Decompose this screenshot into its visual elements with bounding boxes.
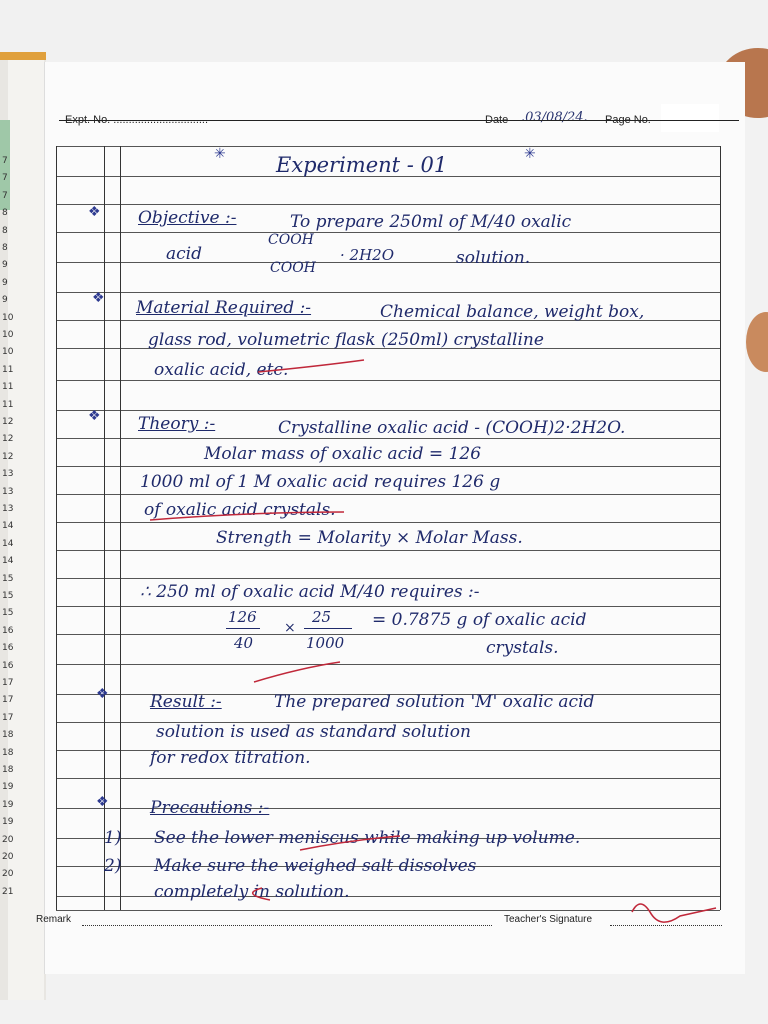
margin-number: 9	[2, 295, 8, 306]
margin-number: 18	[2, 765, 14, 775]
result-heading: Result :-	[150, 692, 222, 712]
margin-number: 8	[2, 243, 8, 253]
margin-number: 21	[2, 886, 14, 897]
theory-strength-formula: Strength = Molarity × Molar Mass.	[216, 528, 523, 548]
date-label: Date	[485, 114, 509, 126]
teacher-signature-mark	[632, 904, 716, 922]
diamond-bullet-icon: ❖	[92, 290, 105, 306]
margin-number: 16	[2, 643, 14, 654]
page-title: Experiment - 01	[276, 153, 448, 177]
multiply-sign: ×	[284, 620, 296, 636]
margin-number: 12	[2, 417, 14, 427]
precaution-2-number: 2)	[104, 856, 122, 876]
margin-number: 14	[2, 556, 14, 567]
margin-number: 20	[2, 852, 14, 862]
margin-number: 7	[2, 173, 8, 184]
margin-number: 13	[2, 469, 14, 480]
theory-line1: Crystalline oxalic acid - (COOH)2·2H2O.	[278, 418, 626, 438]
expt-no-label: Expt. No. ...............................	[65, 114, 209, 126]
diamond-bullet-icon: ❖	[88, 408, 101, 424]
red-check-mark	[300, 836, 400, 850]
margin-number: 11	[2, 382, 14, 393]
margin-number: 19	[2, 782, 14, 793]
diamond-bullet-icon: ❖	[96, 686, 109, 702]
star-icon: ✳	[214, 146, 226, 162]
margin-number: 18	[2, 747, 14, 758]
margin-number: 16	[2, 625, 14, 636]
fraction2-denominator: 1000	[306, 634, 345, 652]
precautions-heading: Precautions :-	[150, 798, 270, 818]
margin-number: 20	[2, 869, 14, 880]
red-check-mark	[254, 662, 340, 682]
margin-number: 19	[2, 799, 14, 810]
precaution-1-number: 1)	[104, 828, 122, 848]
margin-number: 8	[2, 225, 8, 236]
margin-number: 10	[2, 330, 14, 340]
objective-cooh-top: COOH	[268, 232, 314, 248]
theory-line6: ∴ 250 ml of oxalic acid M/40 requires :-	[140, 582, 480, 602]
result-line1: The prepared solution 'M' oxalic acid	[274, 692, 595, 712]
result-line2: solution is used as standard solution	[156, 722, 471, 742]
fraction2-numerator: 25	[312, 608, 332, 626]
teacher-signature-label: Teacher's Signature	[504, 914, 593, 925]
margin-number: 11	[2, 399, 14, 410]
theory-line4: of oxalic acid crystals.	[144, 500, 336, 520]
margin-number: 15	[2, 608, 14, 619]
remark-line	[82, 925, 492, 926]
star-icon: ✳	[524, 146, 536, 162]
red-check-mark	[258, 360, 364, 372]
objective-line1: To prepare 250ml of M/40 oxalic	[290, 212, 572, 232]
fraction1-numerator: 126	[228, 608, 257, 626]
margin-number: 19	[2, 817, 14, 828]
precaution-1-text: See the lower meniscus while making up volume.	[154, 828, 581, 848]
objective-solution: solution.	[456, 248, 531, 268]
result-line3: for redox titration.	[150, 748, 311, 768]
margin-number: 7	[2, 190, 8, 201]
precaution-2-text: Make sure the weighed salt dissolves	[154, 856, 477, 876]
margin-number: 13	[2, 504, 14, 514]
objective-heading: Objective :-	[138, 208, 237, 228]
red-check-mark	[253, 888, 270, 900]
margin-number: 10	[2, 347, 14, 358]
margin-number: 7	[2, 156, 8, 166]
margin-number: 20	[2, 834, 14, 845]
margin-number: 12	[2, 451, 14, 462]
theory-heading: Theory :-	[138, 414, 216, 434]
margin-number: 16	[2, 660, 14, 671]
diamond-bullet-icon: ❖	[96, 794, 109, 810]
theory-line3: 1000 ml of 1 M oxalic acid requires 126 g	[140, 472, 501, 492]
diamond-bullet-icon: ❖	[88, 204, 101, 220]
objective-water: · 2H2O	[340, 246, 395, 264]
remark-label: Remark	[36, 914, 72, 925]
margin-number: 17	[2, 695, 14, 706]
material-line1: Chemical balance, weight box,	[380, 302, 645, 322]
precaution-2-continued: completely in solution.	[154, 882, 350, 902]
margin-number: 18	[2, 730, 14, 741]
objective-acid: acid	[166, 244, 202, 264]
red-check-mark	[150, 512, 344, 520]
margin-number: 15	[2, 591, 14, 601]
margin-number: 10	[2, 312, 14, 323]
margin-number: 15	[2, 573, 14, 584]
theory-result-mass: = 0.7875 g of oxalic acid	[372, 610, 587, 630]
margin-number: 17	[2, 678, 14, 688]
theory-line2: Molar mass of oxalic acid = 126	[204, 444, 482, 464]
margin-number: 11	[2, 364, 14, 375]
margin-number: 9	[2, 260, 8, 271]
margin-number: 13	[2, 486, 14, 497]
margin-number: 17	[2, 712, 14, 723]
material-line2: glass rod, volumetric flask (250ml) crystalline	[148, 330, 544, 350]
material-heading: Material Required :-	[136, 298, 312, 318]
margin-number: 8	[2, 208, 8, 219]
margin-number: 14	[2, 521, 14, 532]
page-no-label: Page No.	[605, 114, 651, 126]
signature-line	[610, 925, 722, 926]
margin-number: 12	[2, 434, 14, 445]
date-value: .03/08/24.	[521, 110, 588, 125]
margin-number: 9	[2, 277, 8, 288]
objective-cooh-bottom: COOH	[270, 260, 316, 276]
material-line3: oxalic acid, etc.	[154, 360, 289, 380]
theory-crystals: crystals.	[486, 638, 559, 658]
margin-number: 14	[2, 538, 14, 549]
fraction1-denominator: 40	[234, 634, 254, 652]
